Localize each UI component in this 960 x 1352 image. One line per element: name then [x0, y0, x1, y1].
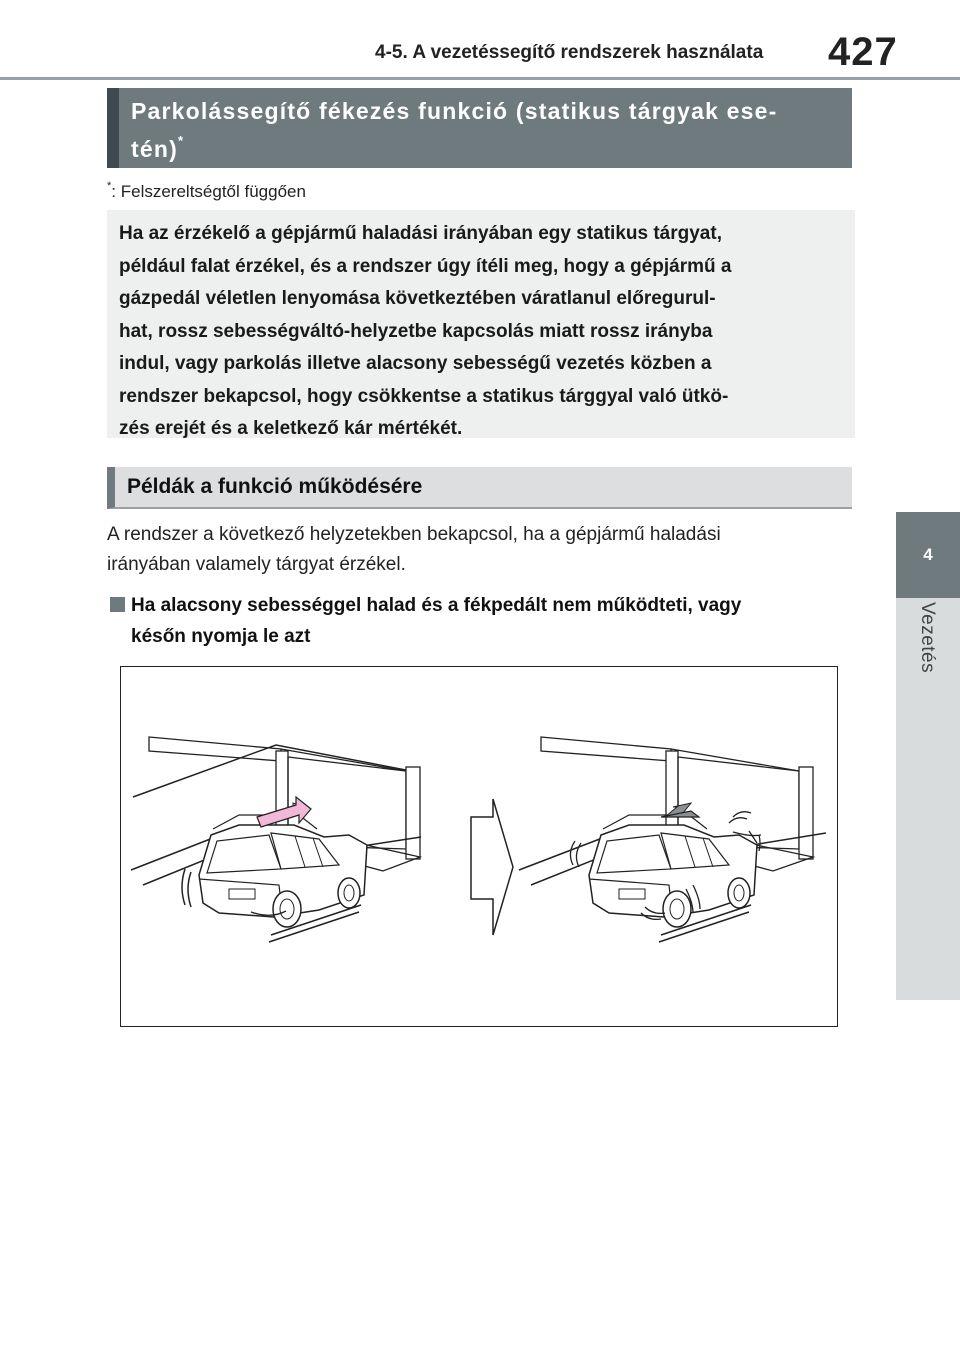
main-heading-line2: tén) [131, 136, 178, 162]
info-line: rendszer bekapcsol, hogy csökkentse a statikus tárggyal való ütkö- [119, 385, 729, 407]
bullet-line: Ha alacsony sebességgel halad és a fékpedált nem működteti, vagy [131, 595, 742, 616]
info-line: indul, vagy parkolás illetve alacsony sebességű vezetés közben a [119, 353, 712, 374]
panel-braking [519, 737, 826, 942]
car-icon [589, 815, 757, 927]
chapter-number: 4 [923, 545, 933, 564]
bullet-item [131, 590, 851, 652]
body-paragraph [107, 520, 852, 580]
bullet-line: későn nyomja le azt [131, 626, 311, 647]
footnote-text: : Felszereltségtől függően [111, 182, 306, 201]
sequence-arrow-icon [471, 799, 513, 935]
bullet-square-icon [110, 597, 125, 612]
chapter-tab-number [896, 512, 960, 598]
body-line: A rendszer a következő helyzetekben bekapcsol, ha a gépjármű haladási [107, 524, 721, 545]
info-line: zés erejét és a keletkező kár mértékét. [119, 418, 463, 439]
chapter-label: Vezetés [917, 602, 938, 674]
info-line: Ha az érzékelő a gépjármű haladási irányában egy statikus tárgyat, [119, 223, 722, 244]
footnote-star: * [107, 180, 112, 192]
info-line: gázpedál véletlen lenyomása következtében váratlanul előregurul- [119, 288, 716, 309]
car-icon [199, 815, 367, 927]
examples-heading [107, 467, 852, 509]
illustration-figure [120, 666, 838, 1027]
info-box [107, 210, 855, 438]
info-text [119, 218, 843, 446]
examples-heading-text: Példák a funkció működésére [127, 475, 423, 498]
page-number: 427 [828, 30, 898, 74]
info-line: hat, rossz sebességváltó-helyzetbe kapcsolás miatt rossz irányba [119, 320, 713, 342]
info-line: például falat érzékel, és a rendszer úgy ítéli meg, hogy a gépjármű a [119, 255, 732, 277]
main-heading-text [131, 96, 844, 164]
main-heading-line1: Parkolássegítő fékezés funkció (statikus tárgyak ese- [131, 98, 778, 124]
header-divider [0, 77, 960, 80]
chapter-tab-label [896, 598, 960, 1000]
illustration-svg [121, 667, 837, 1026]
footnote [107, 180, 306, 202]
body-line: irányában valamely tárgyat érzékel. [107, 554, 406, 575]
footnote-marker: * [177, 133, 185, 148]
main-heading [107, 88, 852, 168]
section-title: 4-5. A vezetéssegítő rendszerek használata [375, 42, 764, 63]
panel-approaching [131, 725, 421, 942]
